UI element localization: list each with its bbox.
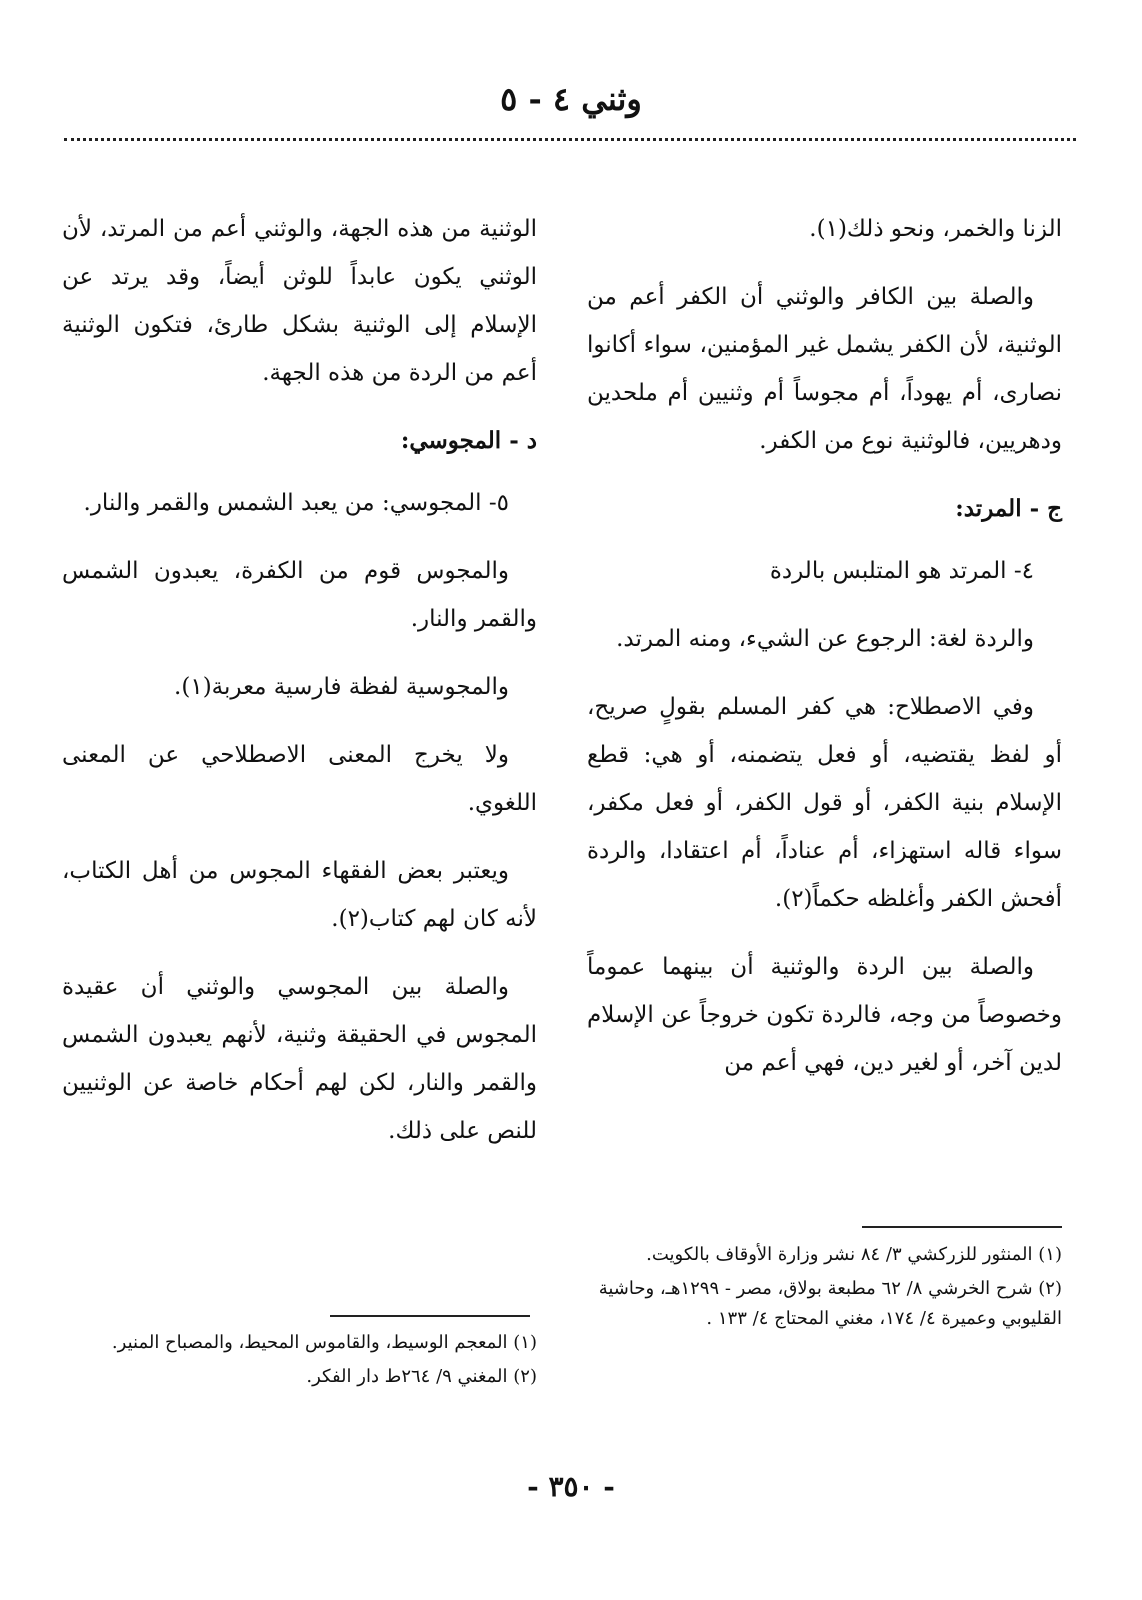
right-column — [587, 205, 1062, 1107]
paragraph: والردة لغة: الرجوع عن الشيء، ومنه المرتد. — [616, 626, 1034, 652]
header-dotted-rule — [64, 138, 1076, 141]
paragraph: والمجوسية لفظة فارسية معربة(١). — [174, 674, 509, 700]
footnote: (٢) شرح الخرشي ٨/ ٦٢ مطبعة بولاق، مصر - ١٢٩٩هـ، وحاشية القليوبي وعميرة ٤/ ١٧٤، مغني المحتاج ٤/ ١٣٣ . — [598, 1278, 1062, 1329]
paragraph: الزنا والخمر، ونحو ذلك(١). — [809, 216, 1062, 242]
paragraph: الوثنية من هذه الجهة، والوثني أعم من المرتد، لأن الوثني يكون عابداً للوثن أيضاً، وقد يرتد عن الإسلام إلى الوثنية بشكل طارئ، فتكون الوثنية أعم من الردة من هذه الجهة. — [62, 216, 537, 386]
paragraph: ويعتبر بعض الفقهاء المجوس من أهل الكتاب، لأنه كان لهم كتاب(٢). — [62, 858, 537, 932]
section-heading: ج - المرتد: — [955, 495, 1062, 522]
paragraph: ٤- المرتد هو المتلبس بالردة — [769, 558, 1034, 584]
paragraph: وفي الاصطلاح: هي كفر المسلم بقولٍ صريح، أو لفظ يقتضيه، أو فعل يتضمنه، أو هي: قطع الإسلام بنية الكفر، أو قول الكفر، أو فعل مكفر، سواء قاله استهزاء، أم عناداً، أم اعتقادا، والردة أفحش الكفر وأغلظه حكماً(٢). — [587, 694, 1062, 912]
paragraph: والصلة بين المجوسي والوثني أن عقيدة المجوس في الحقيقة وثنية، لأنهم يعبدون الشمس والقمر والنار، لكن لهم أحكام خاصة عن الوثنيين للنص على ذلك. — [62, 974, 537, 1144]
footnote: (٢) المغني ٩/ ٢٦٤ط دار الفكر. — [306, 1366, 537, 1387]
paragraph: ولا يخرج المعنى الاصطلاحي عن المعنى اللغوي. — [62, 742, 537, 816]
left-column — [62, 205, 537, 1175]
footnote: (١) المنثور للزركشي ٣/ ٨٤ نشر وزارة الأوقاف بالكويت. — [646, 1244, 1062, 1265]
footnote: (١) المعجم الوسيط، والقاموس المحيط، والمصباح المنير. — [111, 1332, 537, 1353]
footnotes-right — [587, 1240, 1062, 1338]
footnote-divider — [862, 1226, 1062, 1228]
paragraph: ٥- المجوسي: من يعبد الشمس والقمر والنار. — [83, 490, 509, 516]
footnotes-left — [62, 1328, 537, 1396]
paragraph: والصلة بين الكافر والوثني أن الكفر أعم من الوثنية، لأن الكفر يشمل غير المؤمنين، سواء أكانوا نصارى، أم يهوداً، أم مجوساً أم وثنيين أم ملحدين ودهريين، فالوثنية نوع من الكفر. — [587, 284, 1062, 454]
paragraph: والمجوس قوم من الكفرة، يعبدون الشمس والقمر والنار. — [62, 558, 537, 632]
footnote-divider — [330, 1315, 530, 1317]
page-number: - ٣٥٠ - — [527, 1470, 615, 1503]
page-header-title: وثني ٤ - ٥ — [500, 80, 642, 118]
paragraph: والصلة بين الردة والوثنية أن بينهما عموماً وخصوصاً من وجه، فالردة تكون خروجاً عن الإسلام لدين آخر، أو لغير دين، فهي أعم من — [587, 954, 1062, 1076]
section-heading: د - المجوسي: — [400, 427, 537, 454]
